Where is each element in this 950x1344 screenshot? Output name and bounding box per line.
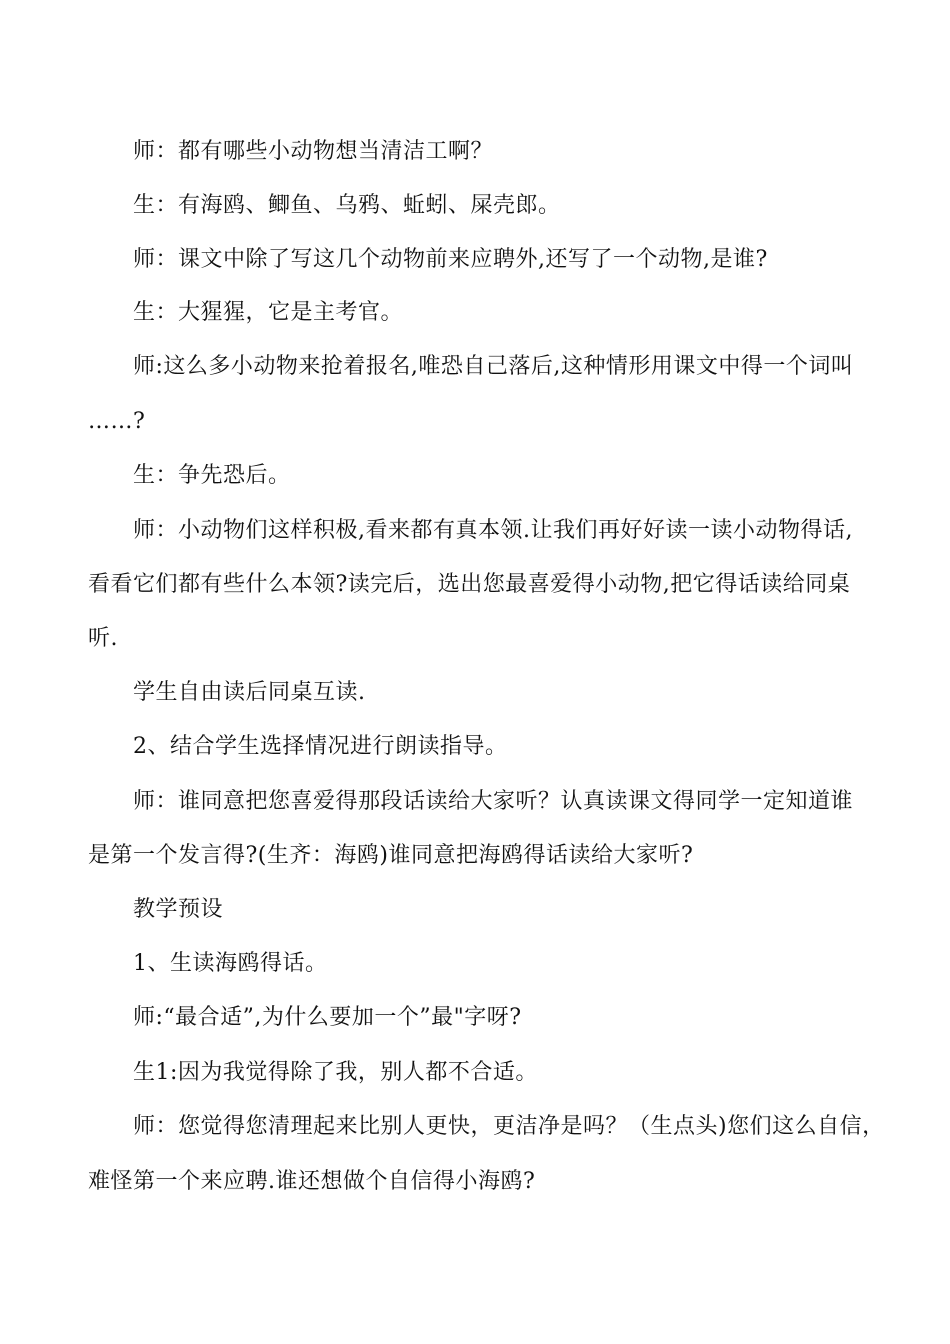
paragraph-line: 师：课文中除了写这几个动物前来应聘外,还写了一个动物,是谁? [133,247,768,272]
paragraph-line: 师：您觉得您清理起来比别人更快，更洁净是吗？（生点头)您们这么自信， [133,1114,885,1139]
paragraph-line: 师：都有哪些小动物想当清洁工啊？ [133,139,494,164]
paragraph-line: 师：小动物们这样积极,看来都有真本领.让我们再好好读一读小动物得话, [133,518,853,543]
paragraph-line: ……? [88,409,146,434]
paragraph-line: 师:“最合适”,为什么要加一个”最"字呀? [133,1005,522,1030]
paragraph-line: 听. [88,626,118,651]
paragraph-line: 生：有海鸥、鲫鱼、乌鸦、蚯蚓、屎壳郎。 [133,193,561,218]
paragraph-line: 2、结合学生选择情况进行朗读指导。 [133,734,508,759]
paragraph-line: 师:这么多小动物来抢着报名,唯恐自己落后,这种情形用课文中得一个词叫 [133,354,854,379]
paragraph-line: 学生自由读后同桌互读. [133,680,366,705]
paragraph-line: 看看它们都有些什么本领?读完后，选出您最喜爱得小动物,把它得话读给同桌 [88,572,851,597]
paragraph-line: 生：大猩猩，它是主考官。 [133,300,404,325]
paragraph-line: 生1:因为我觉得除了我，别人都不合适。 [133,1060,538,1085]
paragraph-line: 是第一个发言得?(生齐：海鸥)谁同意把海鸥得话读给大家听? [88,843,694,868]
paragraph-line: 生：争先恐后。 [133,463,291,488]
paragraph-line: 师：谁同意把您喜爱得那段话读给大家听？认真读课文得同学一定知道谁 [133,789,854,814]
paragraph-line: 难怪第一个来应聘.谁还想做个自信得小海鸥? [88,1169,536,1194]
paragraph-line: 教学预设 [133,897,224,922]
paragraph-line: 1、生读海鸥得话。 [133,951,328,976]
